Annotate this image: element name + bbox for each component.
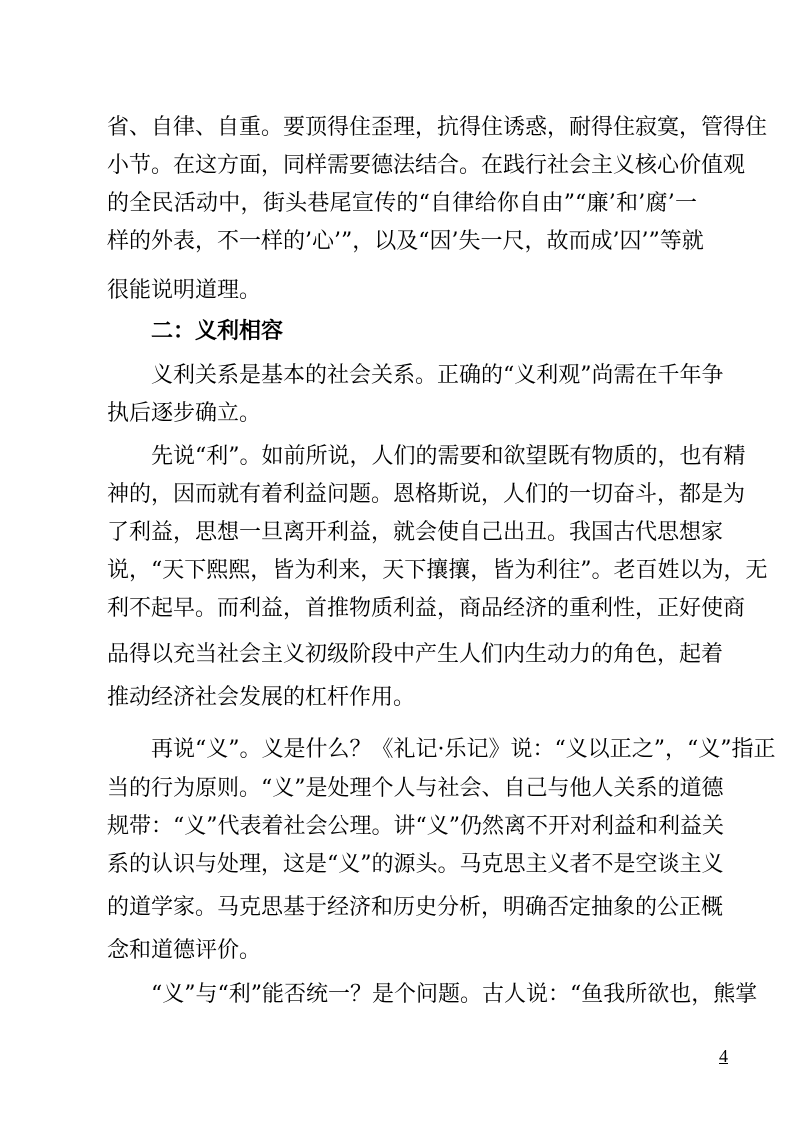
text-line: 小节。在这方面，同样需要德法结合。在践行社会主义核心价值观 (107, 153, 746, 178)
text-line: 的道学家。马克思基于经济和历史分析，明确否定抽象的公正概 (107, 895, 724, 920)
text-line: 再说“义”。义是什么？《礼记·乐记》说：“义以正之”，“义”指正 (151, 737, 776, 762)
text-line: 品得以充当社会主义初级阶段中产生人们内生动力的角色，起着 (107, 642, 724, 667)
text-line: 的全民活动中，街头巷尾宣传的“自律给你自由”“廉’和’腐’一 (107, 191, 697, 216)
text-line: 推动经济社会发展的杠杆作用。 (107, 685, 416, 710)
text-line: 省、自律、自重。要顶得住歪理，抗得住诱惑，耐得住寂寞，管得住 (107, 115, 768, 140)
text-line: 先说“利”。如前所说，人们的需要和欲望既有物质的，也有精 (151, 444, 746, 469)
text-line: 义利关系是基本的社会关系。正确的“义利观”尚需在千年争 (151, 363, 724, 388)
text-line: 执后逐步确立。 (107, 401, 262, 426)
text-line: 规带：“义”代表着社会公理。讲“义”仍然离不开对利益和利益关 (107, 814, 724, 839)
text-line: 念和道德评价。 (107, 938, 262, 963)
text-line: 当的行为原则。“义”是处理个人与社会、自己与他人关系的道德 (107, 776, 724, 801)
page-number: 4 (719, 1046, 728, 1066)
text-line: 样的外表，不一样的’心’”，以及“因’失一尺，故而成’囚’”等就 (107, 229, 704, 254)
text-line: “义”与“利”能否统一？是个问题。古人说：“鱼我所欲也，熊掌 (151, 982, 758, 1007)
section-heading: 二：义利相容 (151, 319, 284, 344)
text-line: 说，“天下熙熙，皆为利来，天下攘攘，皆为利往”。老百姓以为，无 (107, 558, 768, 583)
text-line: 系的认识与处理，这是“义”的源头。马克思主义者不是空谈主义 (107, 852, 724, 877)
text-line: 利不起早。而利益，首推物质利益，商品经济的重利性，正好使商 (107, 596, 746, 621)
text-line: 很能说明道理。 (107, 278, 262, 303)
text-line: 了利益，思想一旦离开利益，就会使自己出丑。我国古代思想家 (107, 520, 724, 545)
text-line: 神的，因而就有着利益问题。恩格斯说，人们的一切奋斗，都是为 (107, 482, 746, 507)
